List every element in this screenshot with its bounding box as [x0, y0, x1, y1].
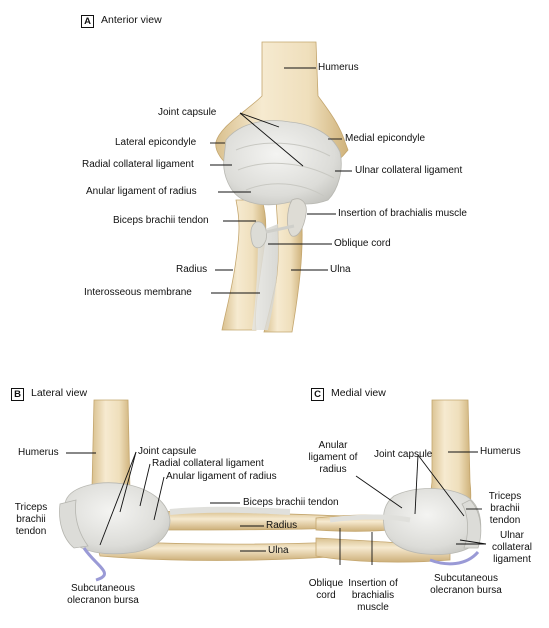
- panel-b-letter: B: [11, 388, 24, 401]
- panel-b-header: [11, 386, 87, 401]
- biceps-tendon: [251, 222, 267, 248]
- label-b-ulna: Ulna: [268, 545, 289, 556]
- panel-b-title: Lateral view: [31, 387, 88, 399]
- label-b-radial-collateral: Radial collateral ligament: [152, 458, 264, 469]
- label-a-humerus: Humerus: [318, 62, 359, 73]
- label-b-triceps: Triceps brachii tendon: [14, 502, 48, 537]
- label-b-bursa: Subcutaneous olecranon bursa: [67, 583, 139, 606]
- label-c-triceps: Triceps brachii tendon: [488, 491, 522, 526]
- label-a-radial-collateral: Radial collateral ligament: [82, 159, 194, 170]
- label-c-anular: Anular ligament of radius: [308, 440, 358, 475]
- lateral-radius: [150, 511, 344, 530]
- label-a-medial-epicondyle: Medial epicondyle: [345, 133, 426, 144]
- label-a-biceps: Biceps brachii tendon: [113, 215, 209, 226]
- label-c-bursa: Subcutaneous olecranon bursa: [430, 573, 502, 596]
- label-a-brachialis: Insertion of brachialis muscle: [338, 208, 467, 219]
- label-a-lateral-epicondyle: Lateral epicondyle: [115, 137, 197, 148]
- insertion-brachialis: [288, 199, 307, 236]
- medial-view-drawing: [316, 400, 481, 564]
- panel-c-title: Medial view: [331, 387, 386, 399]
- panel-c-header: [311, 386, 386, 401]
- label-a-ulna: Ulna: [330, 264, 351, 275]
- label-c-brachialis: Insertion of brachialis muscle: [348, 578, 398, 613]
- label-c-oblique: Oblique cord: [308, 578, 344, 601]
- panel-a-letter: A: [81, 15, 94, 28]
- panel-a-title: Anterior view: [101, 14, 162, 26]
- label-c-humerus: Humerus: [480, 446, 521, 457]
- label-b-biceps: Biceps brachii tendon: [243, 497, 339, 508]
- label-c-joint-capsule: Joint capsule: [374, 449, 433, 460]
- label-a-radius: Radius: [176, 264, 208, 275]
- label-b-radius: Radius: [266, 520, 298, 531]
- label-a-joint-capsule: Joint capsule: [158, 107, 217, 118]
- label-a-oblique: Oblique cord: [334, 238, 391, 249]
- label-a-ulnar-collateral: Ulnar collateral ligament: [355, 165, 463, 176]
- label-b-anular: Anular ligament of radius: [166, 471, 277, 482]
- label-b-joint-capsule: Joint capsule: [138, 446, 197, 457]
- label-a-interosseous: Interosseous membrane: [84, 287, 192, 298]
- panel-a-header: [81, 13, 162, 28]
- label-a-anular: Anular ligament of radius: [86, 186, 197, 197]
- label-c-ulnar-collateral: Ulnar collateral ligament: [491, 530, 533, 565]
- lateral-view-drawing: [60, 400, 344, 580]
- label-b-humerus: Humerus: [18, 447, 59, 458]
- panel-c-letter: C: [311, 388, 324, 401]
- anterior-view-drawing: [216, 42, 348, 332]
